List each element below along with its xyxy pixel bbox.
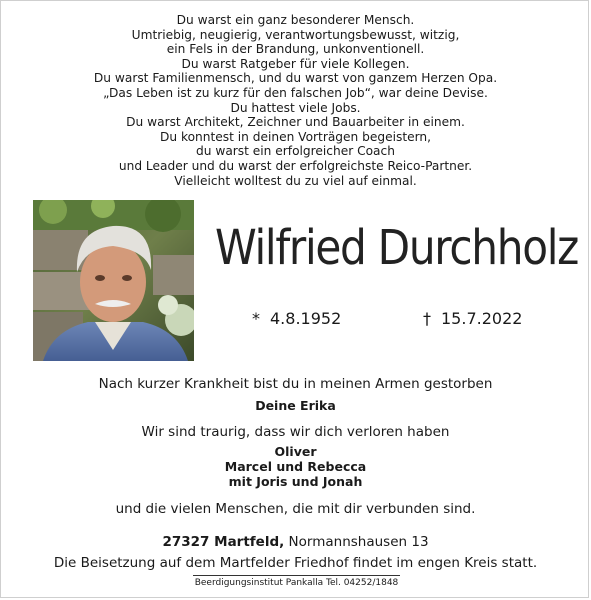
portrait-photo [33,200,194,361]
poem-line: Du konntest in deinen Vorträgen begeistern, [159,129,432,144]
star-icon: * [252,309,260,328]
family-member: Oliver [274,444,317,459]
poem-line: Du warst ein ganz besonderer Mensch. [176,13,415,27]
address-city: 27327 Martfeld, [162,534,285,550]
poem-line: Du warst Ratgeber für viele Kollegen. [181,56,410,71]
death-date-value: 15.7.2022 [441,309,523,328]
death-line: Nach kurzer Krankheit bist du in meinen Armen gestorben [98,376,493,392]
funeral-home-footer: Beerdigungsinstitut Pankalla Tel. 04252/1848 [193,575,400,588]
poem [0,13,591,188]
poem-line: Du warst Architekt, Zeichner und Bauarbeiter in einem. [126,115,465,130]
poem-line: und Leader und du warst der erfolgreichste Reico-Partner. [118,158,473,173]
poem-line: Du hattest viele Jobs. [230,100,361,115]
poem-line: Umtriebig, neugierig, verantwortungsbewusst, witzig, [131,27,460,42]
family-member: mit Joris und Jonah [228,474,363,489]
family-names [0,444,591,489]
burial-note: Die Beisetzung auf dem Martfelder Friedhof findet im engen Kreis statt. [53,555,538,571]
people-line: und die vielen Menschen, die mit dir verbunden sind. [115,501,476,517]
address [0,534,591,550]
cross-icon: † [423,309,431,328]
birth-date-value: 4.8.1952 [270,309,342,328]
death-date [423,309,522,328]
poem-line: Du warst Familienmensch, und du warst von ganzem Herzen Opa. [93,71,498,86]
wife-name: Deine Erika [255,398,336,413]
family-member: Marcel und Rebecca [224,459,367,474]
poem-line: ein Fels in der Brandung, unkonventionell. [166,42,425,57]
poem-line: du warst ein erfolgreicher Coach [196,144,395,159]
poem-line: „Das Leben ist zu kurz für den falschen Job“, war deine Devise. [103,85,488,100]
portrait-illustration [33,200,194,361]
sad-line: Wir sind traurig, dass wir dich verloren haben [141,424,450,440]
address-street: Normannshausen 13 [284,534,429,550]
poem-line: Vielleicht wolltest du zu viel auf einmal. [174,173,417,188]
birth-date [252,309,341,328]
deceased-name: Wilfried Durchholz [215,220,578,276]
